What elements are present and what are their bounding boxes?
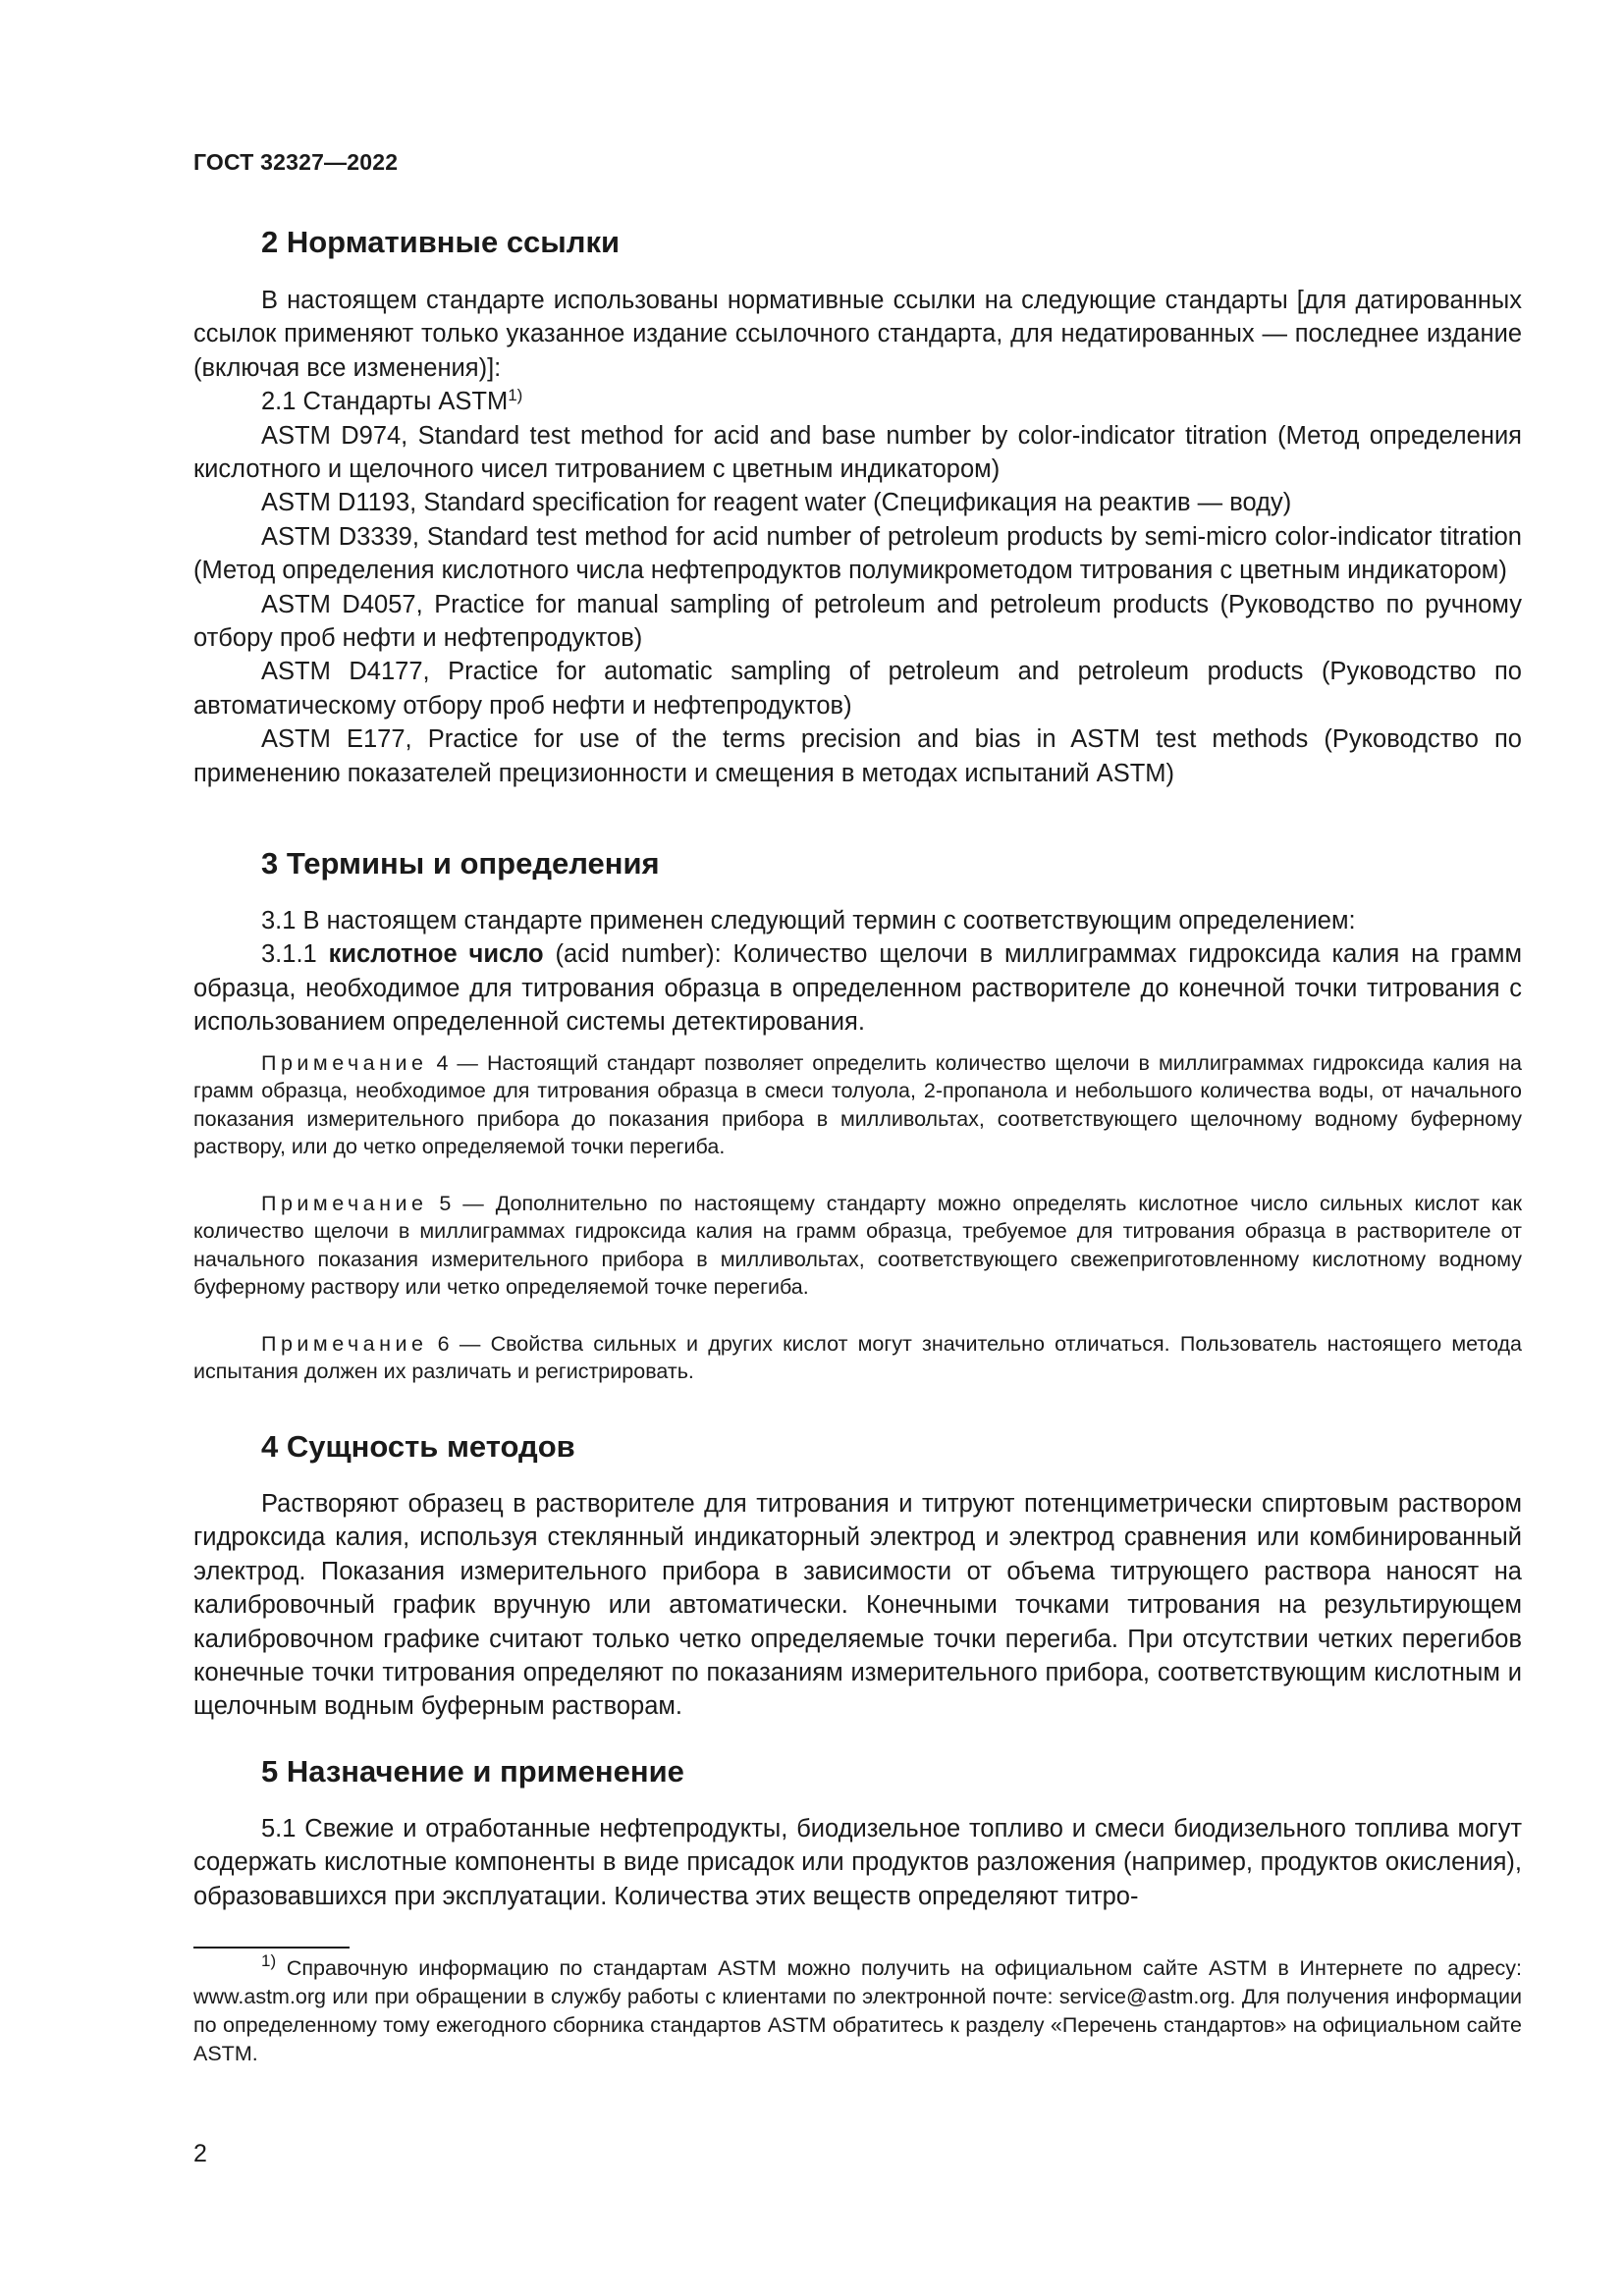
section-2-title: 2 Нормативные ссылки (261, 225, 621, 259)
reference-item: ASTM D4177, Practice for automatic sampling of petroleum and petroleum products (Руководство по автоматическому отбору проб нефти и нефтепродуктов) (193, 658, 1522, 720)
note-label: Примечание (261, 1192, 428, 1215)
reference-item: ASTM D3339, Standard test method for acid number of petroleum products by semi-micro color-indicator titration (Метод определения кислотного числа нефтепродуктов полумикрометодом титрования с цветным индикатором) (193, 522, 1522, 585)
term-definition: (acid number): Количество щелочи в миллиграммах гидроксида калия на грамм образца, необходимое для титрования образца в определенном растворителе до конечной точки титрования с использованием определенной системы детектирования. (193, 940, 1522, 1037)
footnote-text: Справочную информацию по стандартам ASTM можно получить на официальном сайте ASTM в Интернете по адресу: www.astm.org или при обращении в службу работы с клиентами по электронной почте: service@astm.org. Для получения информации по определенному тому ежегодного сборника стандартов ASTM обратитесь к разделу «Перечень стандартов» на официальном сайте ASTM. (193, 1956, 1522, 2065)
document-header: ГОСТ 32327—2022 (193, 149, 399, 175)
note-label: Примечание (261, 1051, 428, 1075)
footnote-separator (193, 1947, 350, 1949)
reference-item: ASTM D974, Standard test method for acid and base number by color-indicator titration (Метод определения кислотного и щелочного чисел титрованием с цветным индикатором) (193, 421, 1522, 484)
subsection-2-1-label: 2.1 Стандарты ASTM (261, 388, 509, 416)
reference-item: ASTM D4057, Practice for manual sampling of petroleum and petroleum products (Руководство по ручному отбору проб нефти и нефтепродуктов) (193, 590, 1522, 653)
reference-item: ASTM D1193, Standard specification for reagent water (Спецификация на реактив — воду) (261, 489, 1292, 517)
clause-5-1: 5.1 Свежие и отработанные нефтепродукты, биодизельное топливо и смеси биодизельного топлива могут содержать кислотные компоненты в виде присадок или продуктов разложения (например, продуктов окисления), образовавшихся при эксплуатации. Количества этих веществ определяют титро- (193, 1815, 1522, 1910)
section-5-title: 5 Назначение и применение (261, 1754, 684, 1789)
note-5 (193, 1190, 1522, 1302)
note-label: Примечание (261, 1332, 428, 1356)
footnote-ref[interactable]: 1) (508, 386, 523, 405)
section-3-title: 3 Термины и определения (261, 846, 660, 881)
note-text: 5 — Дополнительно по настоящему стандарту можно определять кислотное число сильных кислот как количество щелочи в миллиграммах гидроксида калия на грамм образца, требуемое для титрования образца в растворителе от начального показания измерительного прибора в милливольтах, соответствующего свежеприготовленному кислотному водному буферному раствору или четко определяемой точке перегиба. (193, 1192, 1522, 1300)
section-2-body (193, 284, 1522, 790)
section-3-body (193, 904, 1522, 1040)
section-5-body (193, 1812, 1522, 1913)
page-number: 2 (193, 2140, 207, 2167)
clause-number: 3.1.1 (261, 940, 317, 969)
subsection-2-1-heading (193, 385, 1522, 418)
note-6 (193, 1330, 1522, 1386)
footnote-mark: 1) (261, 1951, 277, 1970)
section-4-body (193, 1487, 1522, 1724)
reference-item: ASTM E177, Practice for use of the terms precision and bias in ASTM test methods (Руководство по применению показателей прецизионности и смещения в методах испытаний ASTM) (193, 725, 1522, 787)
term: кислотное число (328, 940, 544, 969)
section-4-text: Растворяют образец в растворителе для титрования и титруют потенциметрически спиртовым раствором гидроксида калия, используя стеклянный индикаторный электрод и электрод сравнения или комбинированный электрод. Показания измерительного прибора в зависимости от объема титрующего раствора наносят на калибровочный график вручную или автоматически. Конечными точками титрования на результирующем калибровочном графике считают только четко определяемые точки перегиба. При отсутствии четких перегибов конечные точки титрования определяют по показаниям измерительного прибора, соответствующим кислотным и щелочным водным буферным растворам. (193, 1490, 1522, 1721)
note-4 (193, 1049, 1522, 1161)
section-4-title: 4 Сущность методов (261, 1429, 575, 1464)
footnote (193, 1951, 1522, 2068)
section-2-intro: В настоящем стандарте использованы нормативные ссылки на следующие стандарты [для датированных ссылок применяют только указанное издание ссылочного стандарта, для недатированных — последнее издание (включая все изменения)]: (193, 287, 1522, 382)
note-text: 6 — Свойства сильных и других кислот могут значительно отличаться. Пользователь настоящего метода испытания должен их различать и регистрировать. (193, 1332, 1522, 1384)
clause-3-1-1 (193, 937, 1522, 1039)
note-text: 4 — Настоящий стандарт позволяет определить количество щелочи в миллиграммах гидроксида калия на грамм образца, необходимое для титрования образца в смеси толуола, 2-пропанола и небольшого количества воды, от начального показания измерительного прибора до показания прибора в милливольтах, соответствующего щелочному водному буферному раствору, или до четко определяемой точки перегиба. (193, 1051, 1522, 1159)
clause-3-1: 3.1 В настоящем стандарте применен следующий термин с соответствующим определением: (261, 907, 1356, 934)
